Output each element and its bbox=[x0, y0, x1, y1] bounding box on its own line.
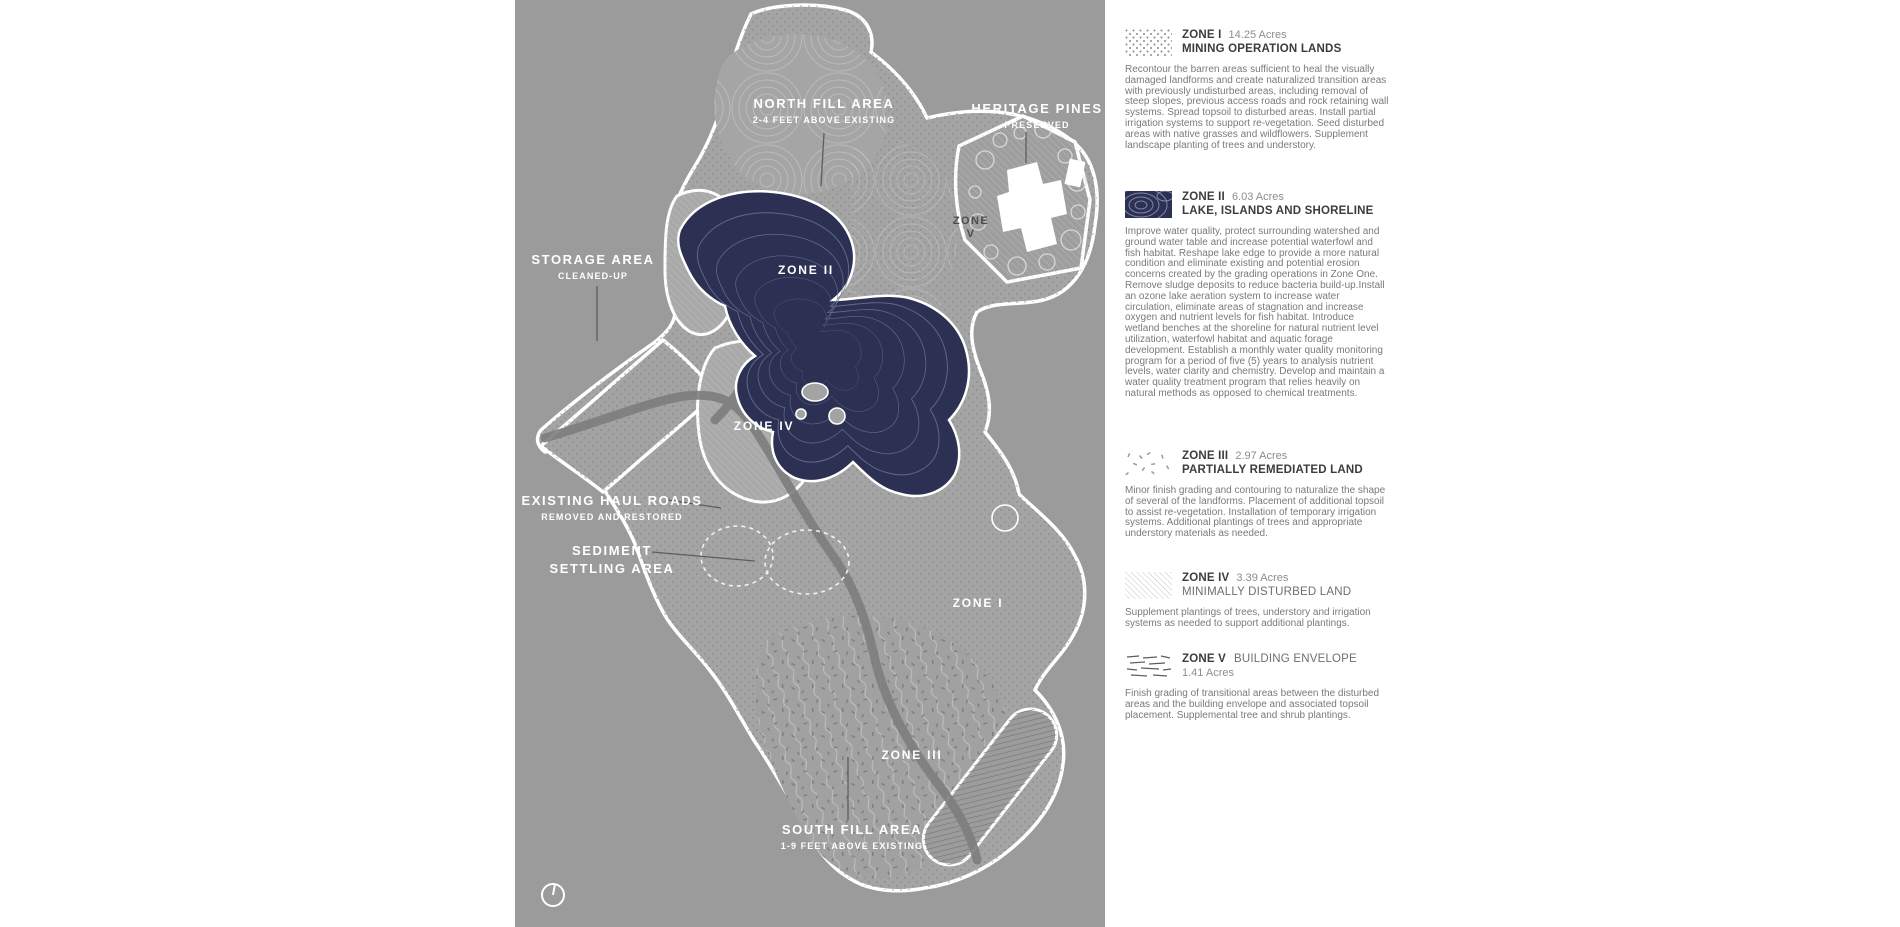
storage-area-title: STORAGE AREA bbox=[531, 252, 655, 267]
heritage-pines-title: HERITAGE PINES bbox=[971, 101, 1103, 116]
zone1-title: MINING OPERATION LANDS bbox=[1182, 42, 1342, 55]
zone5-title: BUILDING ENVELOPE bbox=[1234, 653, 1357, 665]
zone3-title: PARTIALLY REMEDIATED LAND bbox=[1182, 463, 1363, 476]
haul-roads-subtitle: REMOVED AND RESTORED bbox=[541, 512, 683, 522]
legend-item-zone2 bbox=[1125, 190, 1425, 400]
zone1-description: Recontour the barren areas sufficient to heal the visually damaged landforms and create naturalized transition areas with previously undisturbed areas, including removal of steep slopes, previous access roads and rock retaining wall systems. Spread topsoil to disturbed areas. Install partial irrigation systems to support re-vegetation. Seed disturbed areas with native grasses and wildflowers. Supplement landscape planting of trees and understory. bbox=[1125, 64, 1389, 151]
zone3-description: Minor finish grading and contouring to naturalize the shape of several of the landforms. Placement of additional topsoil to assist re-vegetation. Installation of temporary irrigation systems. Additional plantings of trees and appropriate understory materials as needed. bbox=[1125, 485, 1386, 540]
legend-item-zone5 bbox=[1125, 652, 1425, 721]
south-fill-title: SOUTH FILL AREA bbox=[781, 822, 923, 837]
site-plan-map-panel bbox=[515, 0, 1105, 927]
zone3-speckle-swatch-icon bbox=[1125, 450, 1172, 477]
zone3-acres: 2.97 Acres bbox=[1235, 450, 1288, 462]
label-heritage-pines bbox=[971, 101, 1102, 130]
zone2-acres: 6.03 Acres bbox=[1231, 191, 1284, 203]
zone2-title: LAKE, ISLANDS AND SHORELINE bbox=[1182, 204, 1374, 217]
zone4-description: Supplement plantings of trees, understory and irrigation systems as needed to support additional plantings. bbox=[1125, 607, 1371, 629]
site-plan-map bbox=[515, 0, 1105, 927]
zone1-dots-swatch-icon bbox=[1125, 29, 1172, 56]
north-fill-subtitle: 2-4 FEET ABOVE EXISTING bbox=[752, 115, 896, 125]
heritage-pines-subtitle: PRESERVED bbox=[1004, 120, 1070, 130]
sediment-title: SEDIMENT bbox=[572, 543, 652, 558]
zone1-name: ZONE I bbox=[1182, 29, 1222, 41]
label-existing-haul-roads bbox=[521, 493, 702, 522]
legend-item-zone4 bbox=[1125, 571, 1425, 630]
map-zone5-label bbox=[953, 215, 989, 241]
map-zone5-line2: V bbox=[966, 228, 976, 240]
storage-area-subtitle: CLEANED-UP bbox=[557, 271, 628, 281]
zone4-name: ZONE IV bbox=[1182, 572, 1230, 584]
zone5-description: Finish grading of transitional areas between the disturbed areas and the building envelope and associated topsoil placement. Supplemental tree and shrub plantings. bbox=[1125, 688, 1380, 721]
map-zone3-label: ZONE III bbox=[881, 748, 943, 762]
zone4-acres: 3.39 Acres bbox=[1236, 572, 1289, 584]
sediment-title2: SETTLING AREA bbox=[549, 561, 675, 576]
south-fill-subtitle: 1-9 FEET ABOVE EXISTING bbox=[780, 841, 924, 851]
legend-item-zone3 bbox=[1125, 449, 1425, 540]
zone3-name: ZONE III bbox=[1182, 450, 1229, 462]
map-zone4-label: ZONE IV bbox=[733, 419, 795, 433]
map-zone2-label: ZONE II bbox=[778, 263, 834, 277]
zone4-title: MINIMALLY DISTURBED LAND bbox=[1182, 585, 1352, 598]
zone2-description: Improve water quality, protect surrounding watershed and ground water table and increase potential waterfowl and fish habitat. Reshape lake edge to provide a more natural condition and eliminate existing and potential erosion concerns created by the grading operations in Zone One. Remove sludge deposits to reduce bacteria build-up.Install an ozone lake aeration system to increase water circulation, eliminate areas of stagnation and increase oxygen and nutrient levels for fish habitat. Introduce wetland benches at the shoreline for natural nutrient level utilization, waterfowl habitat and aquatic forage development. Establish a monthly water quality monitoring program for a period of five (5) years to analysis nutrient levels, water clarity and chemistry. Develop and maintain a water quality treatment program that relies heavily on natural methods as opposed to chemical treatments. bbox=[1125, 226, 1385, 399]
map-zone5-line1: ZONE bbox=[952, 215, 990, 227]
label-south-fill-area bbox=[781, 822, 924, 851]
north-fill-title: NORTH FILL AREA bbox=[753, 96, 895, 111]
zone2-name: ZONE II bbox=[1182, 191, 1225, 203]
legend-panel bbox=[1125, 0, 1445, 927]
zone5-scribble-swatch-icon bbox=[1125, 653, 1172, 680]
label-storage-area bbox=[531, 252, 654, 281]
label-north-fill-area bbox=[753, 96, 896, 125]
legend-item-zone1 bbox=[1125, 28, 1425, 151]
map-zone1-label: ZONE I bbox=[952, 596, 1004, 610]
zone5-acres: 1.41 Acres bbox=[1182, 666, 1234, 679]
zone5-name: ZONE V bbox=[1182, 653, 1227, 665]
zone2-lake-swatch-icon bbox=[1125, 191, 1172, 218]
zone4-hatch-swatch-icon bbox=[1125, 572, 1172, 599]
label-sediment-settling-area bbox=[549, 543, 674, 576]
haul-roads-title: EXISTING HAUL ROADS bbox=[521, 493, 703, 508]
zone1-acres: 14.25 Acres bbox=[1228, 29, 1287, 41]
